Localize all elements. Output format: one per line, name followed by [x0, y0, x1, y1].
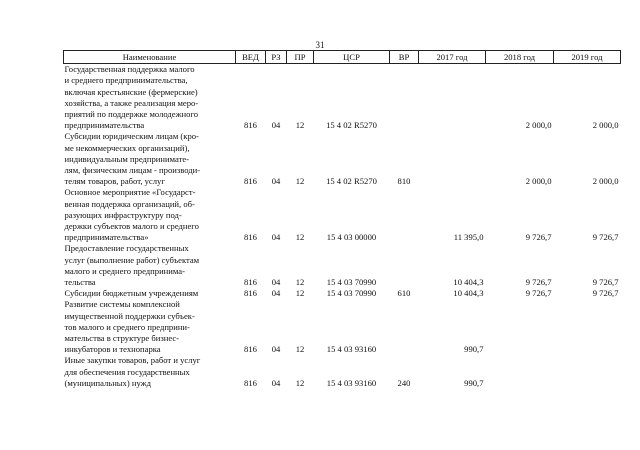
- cell-2018: 9 726,7: [525, 277, 552, 288]
- name-line: предпринимательства: [64, 120, 145, 131]
- name-line: Государственная поддержка малого: [64, 64, 195, 75]
- table-row: [64, 64, 621, 132]
- cell-2019: 9 726,7: [592, 288, 619, 299]
- cell-2017: [419, 131, 486, 187]
- cell-2017: 10 404,3: [453, 288, 484, 299]
- cell-ved: 816: [244, 288, 257, 299]
- header-2019: 2019 год: [554, 51, 621, 64]
- name-line: Субсидии юридическим лицам (кро-: [64, 131, 199, 142]
- name-line: ме некоммерческих организаций),: [64, 142, 190, 153]
- name-line: тов малого и среднего предприни-: [64, 321, 190, 332]
- header-vr: ВР: [390, 51, 419, 64]
- cell-ved: 816: [244, 344, 257, 355]
- header-ved: ВЕД: [236, 51, 266, 64]
- table-row: [64, 355, 621, 389]
- cell-2017: 990,7: [464, 377, 484, 388]
- cell-vr: 240: [397, 377, 411, 388]
- table-row: [64, 288, 621, 299]
- cell-2019: 2 000,0: [592, 176, 619, 187]
- cell-name: [64, 187, 236, 243]
- name-line: хозяйства, а также реализация меро-: [64, 97, 199, 108]
- cell-pr: 12: [295, 176, 305, 187]
- name-line: лям, физическим лицам - производи-: [64, 165, 201, 176]
- cell-name: [64, 131, 236, 187]
- cell-rz: 04: [271, 288, 281, 299]
- cell-name: [64, 64, 236, 132]
- page-number: 31: [315, 40, 325, 50]
- name-line: имущественной поддержки субъек-: [64, 310, 195, 321]
- cell-rz: 04: [271, 344, 281, 355]
- name-line: разующих инфраструктуру под-: [64, 209, 182, 220]
- cell-2018: 9 726,7: [525, 288, 552, 299]
- cell-2019: [554, 299, 621, 355]
- cell-ved: 816: [244, 120, 257, 131]
- name-line: венная поддержка организаций, об-: [64, 198, 195, 209]
- table-row: [64, 131, 621, 187]
- name-line: включая крестьянские (фермерские): [64, 86, 198, 97]
- budget-table: [63, 50, 621, 389]
- cell-pr: 12: [295, 277, 305, 288]
- cell-csr: 15 4 03 00000: [326, 232, 377, 243]
- name-line: (муниципальных) нужд: [64, 377, 151, 388]
- cell-vr: [390, 64, 419, 132]
- name-line: Иные закупки товаров, работ и услуг: [64, 355, 201, 366]
- cell-2018: 9 726,7: [525, 232, 552, 243]
- name-line: тельства: [64, 277, 96, 288]
- name-line: Основное мероприятие «Государст-: [64, 187, 196, 198]
- cell-csr: 15 4 02 R5270: [326, 120, 377, 131]
- header-name: Наименование: [64, 51, 236, 64]
- cell-vr: [390, 299, 419, 355]
- cell-csr: 15 4 02 R5270: [326, 176, 377, 187]
- cell-2019: 9 726,7: [592, 232, 619, 243]
- name-line: Развитие системы комплексной: [64, 299, 180, 310]
- cell-ved: 816: [244, 277, 257, 288]
- cell-2018: [486, 355, 554, 389]
- header-csr: ЦСР: [314, 51, 390, 64]
- cell-2018: [486, 299, 554, 355]
- table-body: [64, 64, 621, 389]
- name-line: и среднего предпринимательства,: [64, 75, 188, 86]
- cell-name: [64, 288, 236, 299]
- cell-2019: 9 726,7: [592, 277, 619, 288]
- header-2017: 2017 год: [419, 51, 486, 64]
- name-line: Субсидии бюджетным учреждениям: [64, 288, 199, 299]
- cell-pr: 12: [295, 288, 305, 299]
- cell-pr: 12: [295, 232, 305, 243]
- cell-csr: 15 4 03 93160: [326, 377, 377, 388]
- name-line: Предоставление государственных: [64, 243, 189, 254]
- table-row: [64, 299, 621, 355]
- name-line: для обеспечения государственных: [64, 366, 190, 377]
- cell-csr: 15 4 03 70990: [326, 288, 377, 299]
- name-line: телям товаров, работ, услуг: [64, 176, 165, 187]
- cell-rz: 04: [271, 232, 281, 243]
- cell-vr: 810: [397, 176, 411, 187]
- cell-vr: [390, 187, 419, 243]
- name-line: держки субъектов малого и среднего: [64, 221, 199, 232]
- name-line: индивидуальным предпринимате-: [64, 153, 190, 164]
- table-row: [64, 187, 621, 243]
- cell-pr: 12: [295, 344, 305, 355]
- cell-csr: 15 4 03 70990: [326, 277, 377, 288]
- table-row: [64, 243, 621, 288]
- cell-2018: 2 000,0: [525, 120, 552, 131]
- cell-2017: 10 404,3: [453, 277, 484, 288]
- name-line: приятий по поддержке молодежного: [64, 109, 199, 120]
- cell-ved: 816: [244, 377, 257, 388]
- cell-pr: 12: [295, 120, 305, 131]
- cell-2019: [554, 355, 621, 389]
- cell-ved: 816: [244, 232, 257, 243]
- name-line: малого и среднего предпринима-: [64, 265, 185, 276]
- name-line: предпринимательства»: [64, 232, 149, 243]
- cell-2018: 2 000,0: [525, 176, 552, 187]
- header-2018: 2018 год: [486, 51, 554, 64]
- cell-ved: 816: [244, 176, 257, 187]
- cell-rz: 04: [271, 377, 281, 388]
- cell-2017: 11 395,0: [453, 232, 484, 243]
- cell-vr: [390, 243, 419, 288]
- cell-vr: 610: [397, 288, 411, 299]
- cell-2017: 990,7: [464, 344, 484, 355]
- header-rz: РЗ: [266, 51, 287, 64]
- cell-name: [64, 243, 236, 288]
- cell-rz: 04: [271, 277, 281, 288]
- name-line: инкубаторов и технопарка: [64, 344, 161, 355]
- cell-rz: 04: [271, 120, 281, 131]
- cell-2017: [419, 64, 486, 132]
- cell-rz: 04: [271, 176, 281, 187]
- cell-2019: 2 000,0: [592, 120, 619, 131]
- name-line: мательства в структуре бизнес-: [64, 333, 180, 344]
- table-header-row: [64, 51, 621, 64]
- header-pr: ПР: [287, 51, 314, 64]
- name-line: услуг (выполнение работ) субъектам: [64, 254, 200, 265]
- cell-name: [64, 299, 236, 355]
- cell-pr: 12: [295, 377, 305, 388]
- cell-csr: 15 4 03 93160: [326, 344, 377, 355]
- cell-name: [64, 355, 236, 389]
